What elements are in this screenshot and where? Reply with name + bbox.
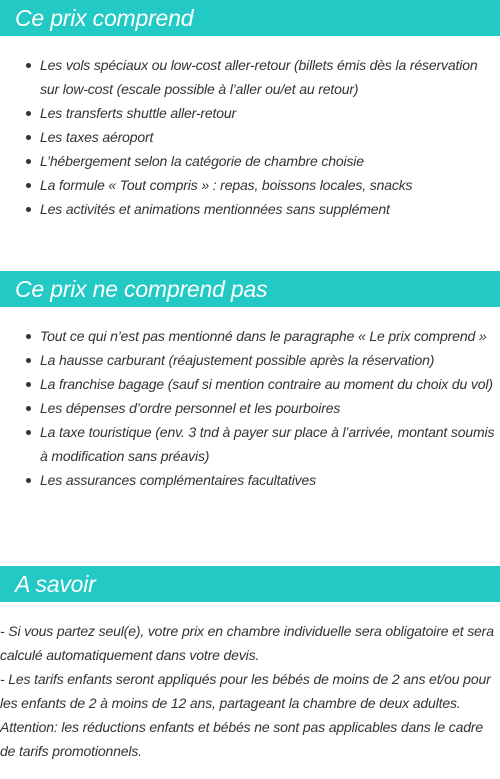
bullet-icon: [26, 406, 31, 411]
list-item-text: Les transferts shuttle aller-retour: [40, 105, 237, 121]
list-item: [0, 173, 500, 197]
section-header-excluded: [0, 271, 500, 307]
bullet-icon: [26, 159, 31, 164]
bullet-icon: [26, 111, 31, 116]
savoir-paragraph-single: - Si vous partez seul(e), votre prix en chambre individuelle sera obligatoire et sera calculé automatiquement dans votre devis.: [0, 623, 494, 663]
savoir-paragraph-children: - Les tarifs enfants seront appliqués pour les bébés de moins de 2 ans et/ou pour les enfants de 2 à moins de 12 ans, partageant la chambre de deux adultes.: [0, 671, 491, 711]
list-item-text: Les activités et animations mentionnées sans supplément: [40, 201, 390, 217]
list-item-text: La hausse carburant (réajustement possible après la réservation): [40, 352, 435, 368]
savoir-text-block: [0, 619, 500, 763]
bullet-icon: [26, 334, 31, 339]
section-title-savoir: A savoir: [15, 570, 96, 597]
list-item: [0, 348, 500, 372]
list-item-text: Les taxes aéroport: [40, 129, 154, 145]
section-header-included: [0, 0, 500, 36]
bullet-icon: [26, 183, 31, 188]
included-list: [0, 53, 500, 221]
list-item-text: Tout ce qui n’est pas mentionné dans le paragraphe « Le prix comprend »: [40, 328, 487, 344]
list-item: [0, 372, 500, 396]
bullet-icon: [26, 207, 31, 212]
bullet-icon: [26, 135, 31, 140]
savoir-paragraph-attention: Attention: les réductions enfants et bébés ne sont pas applicables dans le cadre de tarifs promotionnels.: [0, 719, 483, 759]
list-item-text: L’hébergement selon la catégorie de chambre choisie: [40, 153, 364, 169]
section-title-excluded: Ce prix ne comprend pas: [15, 275, 268, 302]
list-item: [0, 101, 500, 125]
list-item: [0, 468, 500, 492]
list-item-text: Les assurances complémentaires facultatives: [40, 472, 317, 488]
list-item: [0, 149, 500, 173]
bullet-icon: [26, 478, 31, 483]
list-item-text: La formule « Tout compris » : repas, boissons locales, snacks: [40, 177, 413, 193]
bullet-icon: [26, 358, 31, 363]
list-item: [0, 420, 500, 468]
bullet-icon: [26, 63, 31, 68]
list-item: [0, 324, 500, 348]
list-item: [0, 197, 500, 221]
bullet-icon: [26, 382, 31, 387]
bullet-icon: [26, 430, 31, 435]
list-item-text: Les vols spéciaux ou low-cost aller-retour (billets émis dès la réservation sur low-cost (escale possible à l’aller ou/et au retour): [40, 57, 478, 97]
list-item: [0, 125, 500, 149]
section-header-savoir: [0, 566, 500, 602]
list-item-text: Les dépenses d’ordre personnel et les pourboires: [40, 400, 341, 416]
list-item: [0, 53, 500, 101]
list-item-text: La taxe touristique (env. 3 tnd à payer sur place à l’arrivée, montant soumis à modification sans préavis): [40, 424, 495, 464]
section-title-included: Ce prix comprend: [15, 4, 194, 31]
list-item: [0, 396, 500, 420]
excluded-list: [0, 324, 500, 492]
list-item-text: La franchise bagage (sauf si mention contraire au moment du choix du vol): [40, 376, 493, 392]
